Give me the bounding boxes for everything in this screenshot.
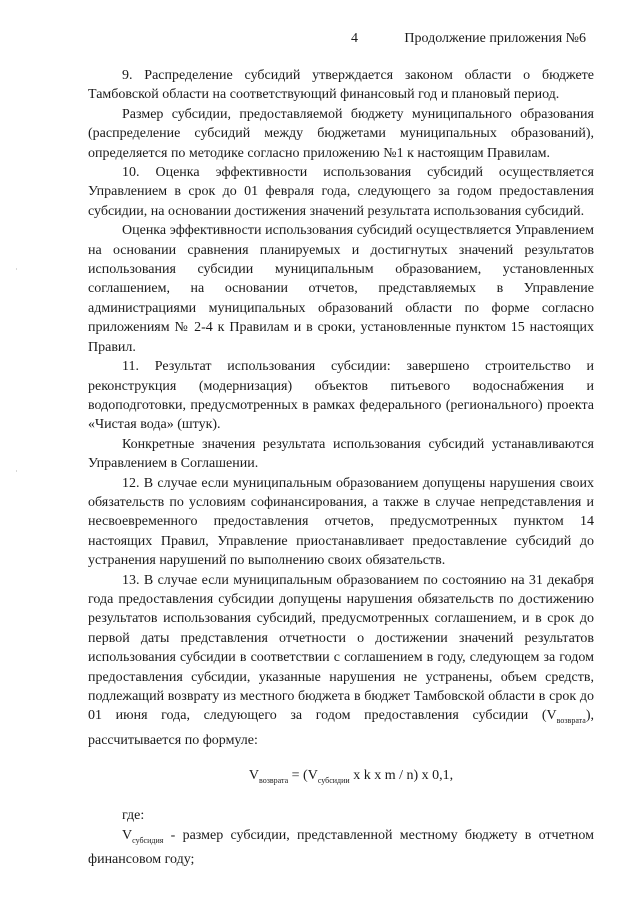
formula-rest: x k x m / n) x 0,1, <box>349 768 454 784</box>
paragraph-subsidy-size: Размер субсидии, предоставляемой бюджету муниципального образования (распределение субсидий между бюджетами муниципальных образований), определяется по методике согласно приложению №1 к настоящим Правилам. <box>88 106 594 161</box>
formula-rhs-subscript: субсидии <box>317 775 350 785</box>
definition-subscript: субсидия <box>132 835 164 845</box>
paragraph-efficiency: Оценка эффективности использования субсидий осуществляется Управлением на основании сравнения планируемых и достигнутых значений результатов использования субсидии муниципальным образованием, установленных соглашением, на основании отчетов, представляемых в Управление администрациями муниципальных образований области по форме согласно приложениям № 2-4 к Правилам и в сроки, установленные пунктом 15 настоящих Правил. <box>88 223 594 355</box>
where-label: где: <box>122 808 145 824</box>
paragraph-11: 11. Результат использования субсидии: завершено строительство и реконструкция (модернизация) объектов питьевого водоснабжения и водоподготовки, предусмотренных в рамках федерального (регионального) проекта «Чистая вода» (штук). <box>88 359 594 433</box>
variable-definition <box>88 826 594 870</box>
paragraph-13-tail: ), рассчитывается по формуле: <box>88 708 594 748</box>
formula-eq: = (V <box>288 768 318 784</box>
paragraph-10: 10. Оценка эффективности использования субсидий осуществляется Управлением в срок до 01 февраля года, следующего за годом предоставления субсидии, на основании достижения значений результата использования субсидий. <box>88 165 594 219</box>
paragraph-13 <box>88 571 594 750</box>
margin-mark <box>16 268 17 270</box>
paragraph-13-subscript: возврата <box>556 716 586 726</box>
return-formula <box>88 766 594 790</box>
definition-text: - размер субсидии, представленной местному бюджету в отчетном финансовом году; <box>88 827 594 867</box>
page-number: 4 <box>351 31 358 46</box>
paragraph-12: 12. В случае если муниципальным образованием допущены нарушения своих обязательств по условиям софинансирования, а также в случае непредставления и несвоевременного предоставления отчетов, предусмотренных пунктом 14 настоящих Правил, Управление приостанавливает предоставление субсидий до устранения нарушений по выполнению своих обязательств. <box>88 475 594 569</box>
margin-mark <box>16 470 17 472</box>
definition-symbol: V <box>122 827 133 843</box>
formula-lhs: V <box>248 768 259 784</box>
paragraph-13-text: 13. В случае если муниципальным образованием по состоянию на 31 декабря года предоставления субсидии допущены нарушения обязательств по достижению результатов использования субсидий, предусмотренных соглашением, и в срок до первой даты представления отчетности о достижении значений результатов использования субсидии в соответствии с соглашением в году, следующем за годом предоставления субсидии, указанные нарушения не устранены, объем средств, подлежащий возврату из местного бюджета в бюджет Тамбовской области в срок до 01 июня года, следующего за годом предоставления субсидии (V <box>88 572 594 724</box>
document-body <box>88 66 594 869</box>
formula-lhs-subscript: возврата <box>258 775 289 785</box>
appendix-continuation: Продолжение приложения №6 <box>404 31 586 46</box>
paragraph-9: 9. Распределение субсидий утверждается законом области о бюджете Тамбовской области на соответствующий финансовый год и плановый период. <box>88 68 594 103</box>
paragraph-values: Конкретные значения результата использования субсидий устанавливаются Управлением в Соглашении. <box>88 436 594 472</box>
